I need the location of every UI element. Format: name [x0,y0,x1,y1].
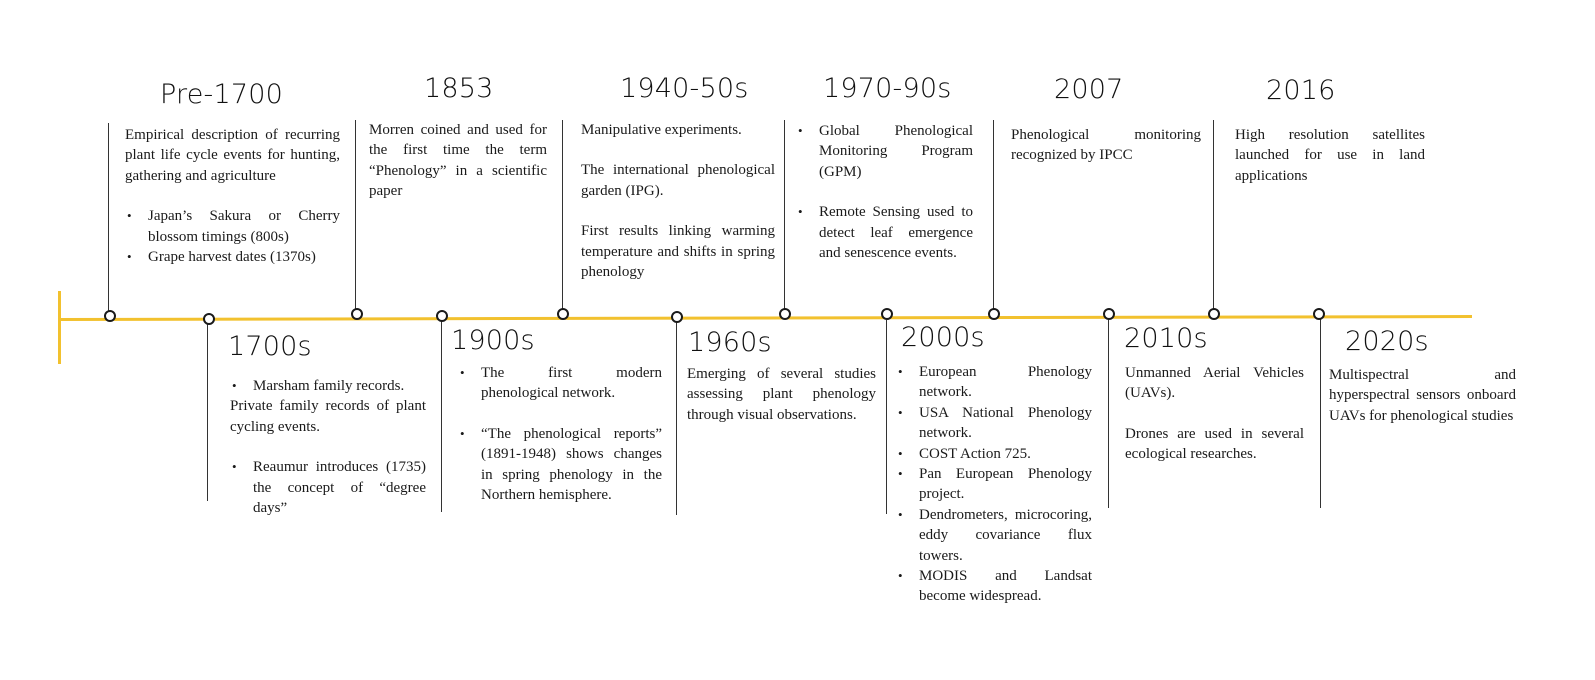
stem-1940-50s [562,120,563,312]
stem-2010s [1108,319,1109,508]
event-1900s-text [458,363,662,505]
list-item: • Reaumur introduces (1735) the concept of “degree days” [230,457,426,518]
node-2016 [1208,308,1220,320]
event-2000s-text [896,362,1092,607]
era-2000s: 2000s [901,322,985,353]
event-2007-text [1011,125,1201,166]
node-1970-90s [779,308,791,320]
timeline-start-cap [58,291,61,364]
list-item: • USA National Phenology network. [896,403,1092,444]
list-item: • European Phenology network. [896,362,1092,403]
event-2010s-text [1125,363,1304,465]
event-1853-text [369,120,547,202]
list-item: • Pan European Phenology project. [896,464,1092,505]
event-1700s-list-a [230,376,426,396]
stem-1700s [207,323,208,501]
stem-1900s [441,320,442,512]
list-item: • MODIS and Landsat become widespread. [896,566,1092,607]
node-2010s [1103,308,1115,320]
era-1700s: 1700s [228,331,312,362]
event-2010s-desc-1: Unmanned Aerial Vehicles (UAVs). [1125,365,1304,402]
event-2020s-desc: Multispectral and hyperspectral sensors onboard UAVs for phenological studies [1329,367,1516,424]
event-2016-desc: High resolution satellites launched for use in land applications [1235,127,1425,184]
node-1960s [671,311,683,323]
node-2020s [1313,308,1325,320]
stem-2000s [886,320,887,514]
event-1940-50s-text [581,120,775,282]
node-1940-50s [557,308,569,320]
event-2010s-desc-2: Drones are used in several ecological researches. [1125,425,1304,463]
list-item: • COST Action 725. [896,444,1092,464]
event-pre-1700-text [125,125,340,267]
era-1900s: 1900s [451,325,535,356]
event-1960s-desc: Emerging of several studies assessing plant phenology through visual observations. [687,366,876,423]
event-2007-desc: Phenological monitoring recognized by IPCC [1011,127,1201,164]
event-1853-desc: Morren coined and used for the first time the term “Phenology” in a scientific paper [369,122,547,200]
event-2000s-list [896,362,1092,607]
event-1940-50s-desc-2: The international phenological garden (IPG). [581,162,775,199]
node-1853 [351,308,363,320]
list-item: • Japan’s Sakura or Cherry blossom timings (800s) [125,206,340,247]
era-2016: 2016 [1266,75,1336,106]
stem-1970-90s [784,120,785,312]
node-1700s [203,313,215,325]
list-item: • Global Phenological Monitoring Program (GPM) [796,121,973,182]
stem-1960s [676,321,677,515]
era-2007: 2007 [1054,74,1124,105]
event-1700s-text [230,376,426,518]
list-item: • The first modern phenological network. [458,363,662,404]
stem-1853 [355,120,356,312]
list-item: • “The phenological reports” (1891-1948) shows changes in spring phenology in the Northern hemisphere. [458,424,662,506]
event-1940-50s-desc-1: Manipulative experiments. [581,122,742,138]
stem-2007 [993,120,994,312]
era-1940-50s: 1940-50s [620,73,749,104]
era-1970-90s: 1970-90s [823,73,952,104]
event-pre-1700-list [125,206,340,267]
era-1853: 1853 [424,73,494,104]
event-2016-text [1235,125,1425,186]
event-pre-1700-desc: Empirical description of recurring plant life cycle events for hunting, gathering and agriculture [125,127,340,184]
event-1700s-desc: Private family records of plant cycling events. [230,398,426,435]
stem-pre-1700 [108,123,109,315]
list-item: • Grape harvest dates (1370s) [125,247,340,267]
event-1970-90s-text [796,121,973,263]
event-2020s-text [1329,365,1516,426]
node-1900s [436,310,448,322]
stem-2020s [1320,318,1321,508]
event-1960s-text [687,364,876,425]
node-2000s [881,308,893,320]
event-1970-90s-list [796,121,973,263]
era-1960s: 1960s [688,327,772,358]
event-1700s-list-b [230,457,426,518]
era-2020s: 2020s [1345,326,1429,357]
event-1900s-list [458,363,662,505]
node-pre-1700 [104,310,116,322]
stem-2016 [1213,120,1214,312]
era-pre-1700: Pre-1700 [160,79,283,110]
event-1940-50s-desc-3: First results linking warming temperature and shifts in spring phenology [581,223,775,281]
era-2010s: 2010s [1124,323,1208,354]
timeline-axis [59,315,1472,321]
list-item: • Marsham family records. [230,376,426,396]
node-2007 [988,308,1000,320]
list-item: • Dendrometers, microcoring, eddy covariance flux towers. [896,505,1092,566]
list-item: • Remote Sensing used to detect leaf emergence and senescence events. [796,202,973,263]
